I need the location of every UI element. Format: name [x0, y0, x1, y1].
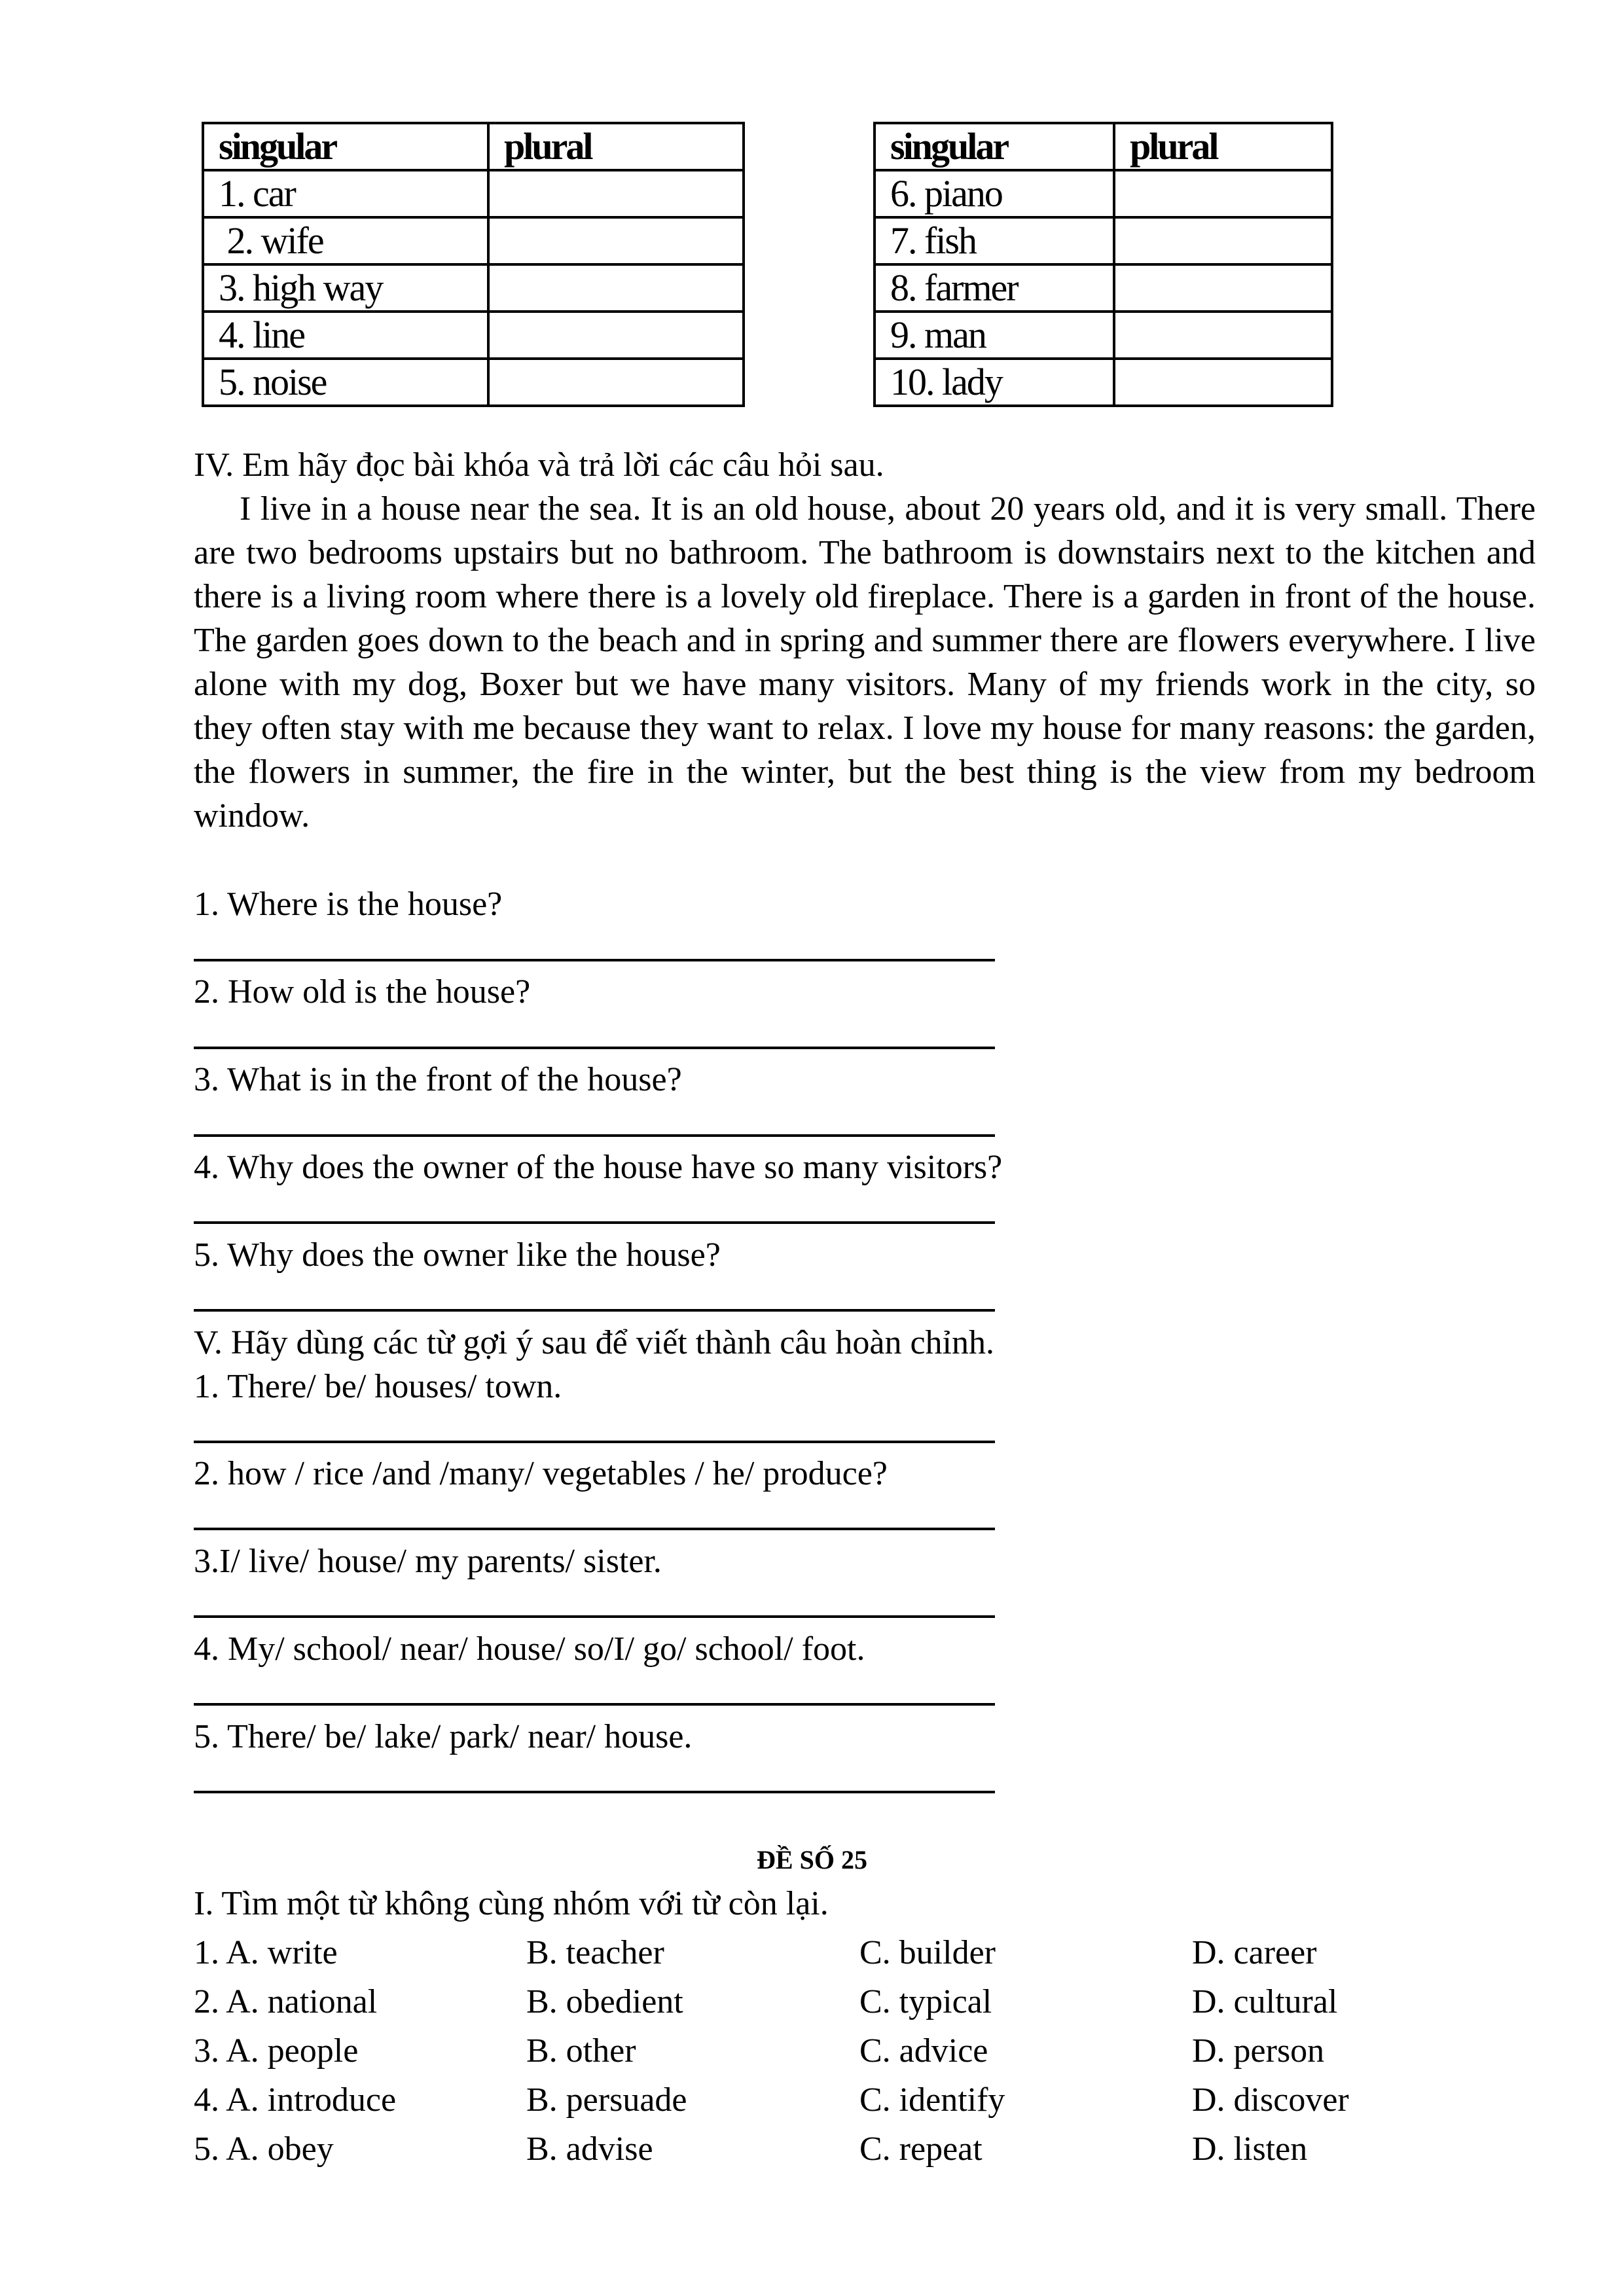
- plural-answer-cell[interactable]: [1114, 217, 1332, 264]
- singular-cell: 5. noise: [203, 359, 488, 406]
- singular-cell: 1. car: [203, 170, 488, 217]
- question-5: 5. Why does the owner like the house?: [194, 1236, 721, 1274]
- exam-title: ĐỀ SỐ 25: [757, 1845, 867, 1874]
- plural-answer-cell[interactable]: [1114, 264, 1332, 312]
- prompt-4: 4. My/ school/ near/ house/ so/I/ go/ school/ foot.: [194, 1630, 865, 1668]
- option-d[interactable]: D. cultural: [1192, 1983, 1338, 2020]
- answer-line[interactable]: [194, 1221, 995, 1224]
- option-d[interactable]: D. discover: [1192, 2081, 1349, 2119]
- prompt-3: 3.I/ live/ house/ my parents/ sister.: [194, 1543, 662, 1580]
- option-c[interactable]: C. typical: [859, 1983, 992, 2020]
- prompt-2: 2. how / rice /and /many/ vegetables / he/ produce?: [194, 1455, 888, 1492]
- question-3: 3. What is in the front of the house?: [194, 1061, 682, 1098]
- answer-line[interactable]: [194, 1615, 995, 1618]
- plural-answer-cell[interactable]: [1114, 312, 1332, 359]
- singular-cell: 4. line: [203, 312, 488, 359]
- answer-line[interactable]: [194, 959, 995, 961]
- header-singular: singular: [875, 123, 1114, 170]
- plural-table-left: [202, 122, 745, 407]
- table-row: [203, 312, 744, 359]
- option-b[interactable]: B. teacher: [526, 1934, 664, 1971]
- option-d[interactable]: D. career: [1192, 1934, 1317, 1971]
- plural-answer-cell[interactable]: [488, 312, 744, 359]
- question-2: 2. How old is the house?: [194, 973, 531, 1011]
- answer-line[interactable]: [194, 1791, 995, 1793]
- table-row: [875, 217, 1332, 264]
- answer-line[interactable]: [194, 1441, 995, 1443]
- prompt-5: 5. There/ be/ lake/ park/ near/ house.: [194, 1718, 693, 1755]
- singular-cell: 3. high way: [203, 264, 488, 312]
- plural-answer-cell[interactable]: [1114, 170, 1332, 217]
- table-row: [875, 170, 1332, 217]
- plural-answer-cell[interactable]: [488, 264, 744, 312]
- table-row: [203, 359, 744, 406]
- plural-answer-cell[interactable]: [488, 217, 744, 264]
- singular-cell: 7. fish: [875, 217, 1114, 264]
- reading-passage: [194, 487, 1536, 838]
- option-b[interactable]: B. other: [526, 2032, 636, 2070]
- plural-answer-cell[interactable]: [1114, 359, 1332, 406]
- option-b[interactable]: B. advise: [526, 2130, 653, 2168]
- table-row: [875, 359, 1332, 406]
- option-d[interactable]: D. person: [1192, 2032, 1325, 2070]
- answer-line[interactable]: [194, 1309, 995, 1312]
- table-row: [203, 217, 744, 264]
- table-row: [203, 264, 744, 312]
- option-a[interactable]: 2. A. national: [194, 1983, 378, 2020]
- table-row: [875, 264, 1332, 312]
- table-row: [875, 312, 1332, 359]
- option-c[interactable]: C. repeat: [859, 2130, 983, 2168]
- section-v-heading: V. Hãy dùng các từ gợi ý sau để viết thành câu hoàn chỉnh.: [194, 1324, 994, 1361]
- option-a[interactable]: 5. A. obey: [194, 2130, 334, 2168]
- plural-answer-cell[interactable]: [488, 359, 744, 406]
- header-plural: plural: [488, 123, 744, 170]
- singular-cell: 10. lady: [875, 359, 1114, 406]
- option-c[interactable]: C. advice: [859, 2032, 988, 2070]
- header-plural: plural: [1114, 123, 1332, 170]
- option-c[interactable]: C. builder: [859, 1934, 996, 1971]
- singular-cell: 2. wife: [203, 217, 488, 264]
- singular-cell: 9. man: [875, 312, 1114, 359]
- table-header-row: [203, 123, 744, 170]
- option-a[interactable]: 1. A. write: [194, 1934, 338, 1971]
- plural-table-right: [873, 122, 1333, 407]
- answer-line[interactable]: [194, 1134, 995, 1137]
- singular-cell: 6. piano: [875, 170, 1114, 217]
- singular-cell: 8. farmer: [875, 264, 1114, 312]
- header-singular: singular: [203, 123, 488, 170]
- option-a[interactable]: 3. A. people: [194, 2032, 359, 2070]
- option-c[interactable]: C. identify: [859, 2081, 1005, 2119]
- section-iv-heading: IV. Em hãy đọc bài khóa và trả lời các câu hỏi sau.: [194, 446, 884, 484]
- question-4: 4. Why does the owner of the house have so many visitors?: [194, 1149, 1003, 1186]
- passage-text: I live in a house near the sea. It is an old house, about 20 years old, and it is very small. There are two bedrooms upstairs but no bathroom. The bathroom is downstairs next to the kitchen and there is a living room where there is a lovely old fireplace. There is a garden in front of the house. The garden goes down to the beach and in spring and summer there are flowers everywhere. I live alone with my dog, Boxer but we have many visitors. Many of my friends work in the city, so they often stay with me because they want to relax. I love my house for many reasons: the garden, the flowers in summer, the fire in the winter, but the best thing is the view from my bedroom window.: [194, 490, 1536, 834]
- table-header-row: [875, 123, 1332, 170]
- plural-answer-cell[interactable]: [488, 170, 744, 217]
- question-1: 1. Where is the house?: [194, 886, 503, 923]
- option-a[interactable]: 4. A. introduce: [194, 2081, 397, 2119]
- answer-line[interactable]: [194, 1528, 995, 1530]
- prompt-1: 1. There/ be/ houses/ town.: [194, 1368, 562, 1405]
- table-row: [203, 170, 744, 217]
- answer-line[interactable]: [194, 1703, 995, 1706]
- answer-line[interactable]: [194, 1047, 995, 1049]
- option-b[interactable]: B. persuade: [526, 2081, 687, 2119]
- option-d[interactable]: D. listen: [1192, 2130, 1308, 2168]
- option-b[interactable]: B. obedient: [526, 1983, 683, 2020]
- section-i-heading: I. Tìm một từ không cùng nhóm với từ còn lại.: [194, 1885, 829, 1922]
